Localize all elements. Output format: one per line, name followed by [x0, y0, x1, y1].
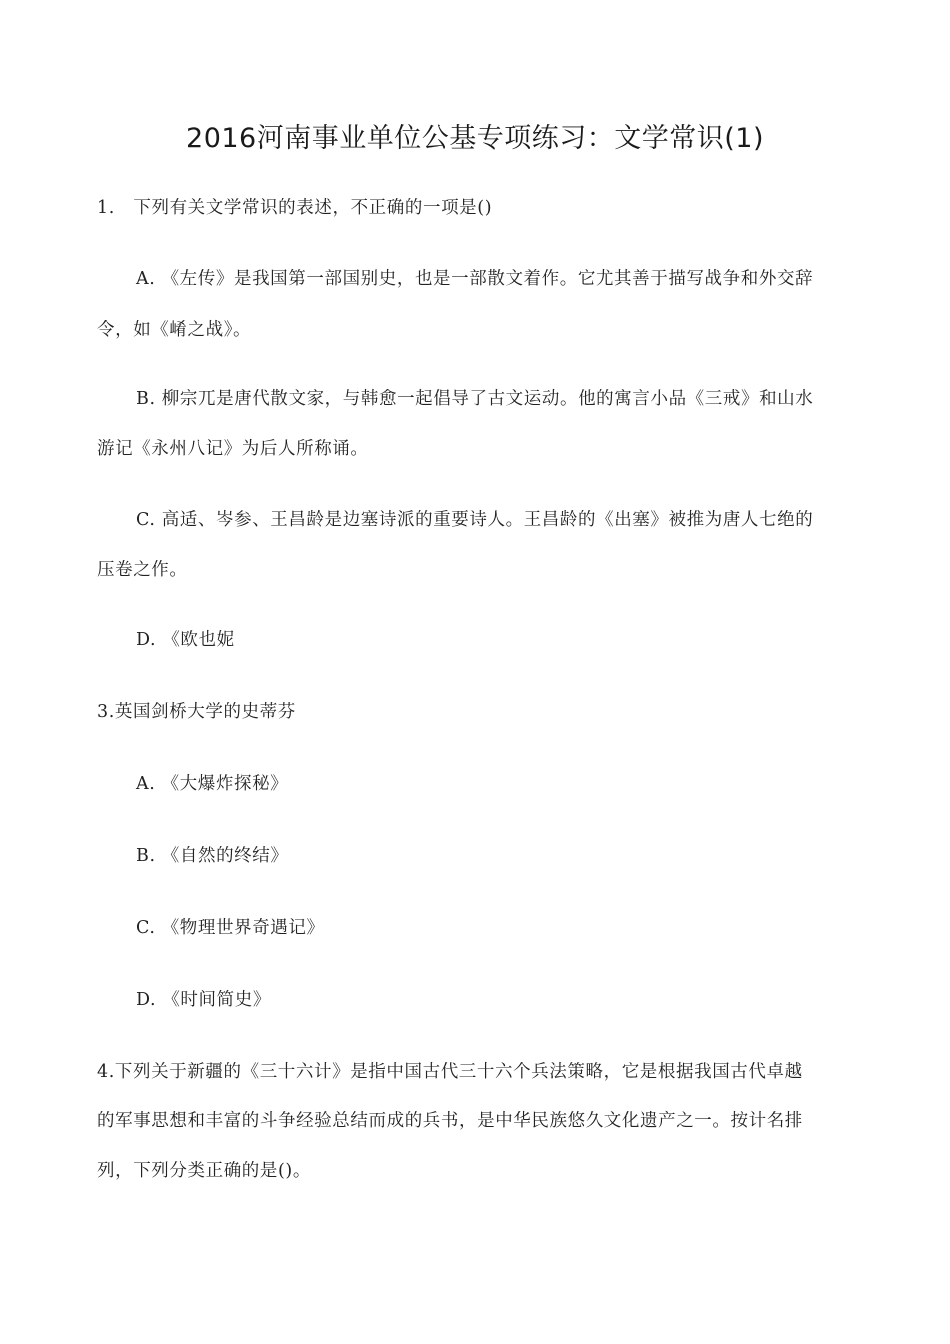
- question-3-option-b: B. 《自然的终结》: [136, 846, 289, 866]
- question-1-option-b: B. 柳宗兀是唐代散文家，与韩愈一起倡导了古文运动。他的寓言小品《三戒》和山水: [136, 389, 814, 409]
- question-1-option-b-continued: 游记《永州八记》为后人所称诵。: [97, 439, 369, 459]
- question-1-stem: 1. 下列有关文学常识的表述，不正确的一项是(): [97, 198, 493, 218]
- question-1-option-a-continued: 令，如《崤之战》。: [97, 320, 252, 340]
- question-3-option-d: D. 《时间简史》: [136, 990, 271, 1010]
- question-4-stem-line-3: 列，下列分类正确的是()。: [97, 1161, 311, 1181]
- question-3-option-a: A. 《大爆炸探秘》: [136, 774, 289, 794]
- question-4-stem-line-1: 4.下列关于新疆的《三十六计》是指中国古代三十六个兵法策略，它是根据我国古代卓越: [97, 1062, 803, 1082]
- question-1-option-c: C. 高适、岑参、王昌龄是边塞诗派的重要诗人。王昌龄的《出塞》被推为唐人七绝的: [136, 510, 814, 530]
- question-1-option-d: D. 《欧也妮: [136, 630, 235, 650]
- question-3-stem: 3.英国剑桥大学的史蒂芬: [97, 702, 296, 722]
- question-1-option-a: A. 《左传》是我国第一部国别史，也是一部散文着作。它尤其善于描写战争和外交辞: [136, 269, 814, 289]
- question-4-stem-line-2: 的军事思想和丰富的斗争经验总结而成的兵书，是中华民族悠久文化遗产之一。按计名排: [97, 1111, 803, 1131]
- question-1-option-c-continued: 压卷之作。: [97, 560, 188, 580]
- document-title: 2016河南事业单位公基专项练习：文学常识(1): [186, 123, 764, 154]
- question-3-option-c: C. 《物理世界奇遇记》: [136, 918, 325, 938]
